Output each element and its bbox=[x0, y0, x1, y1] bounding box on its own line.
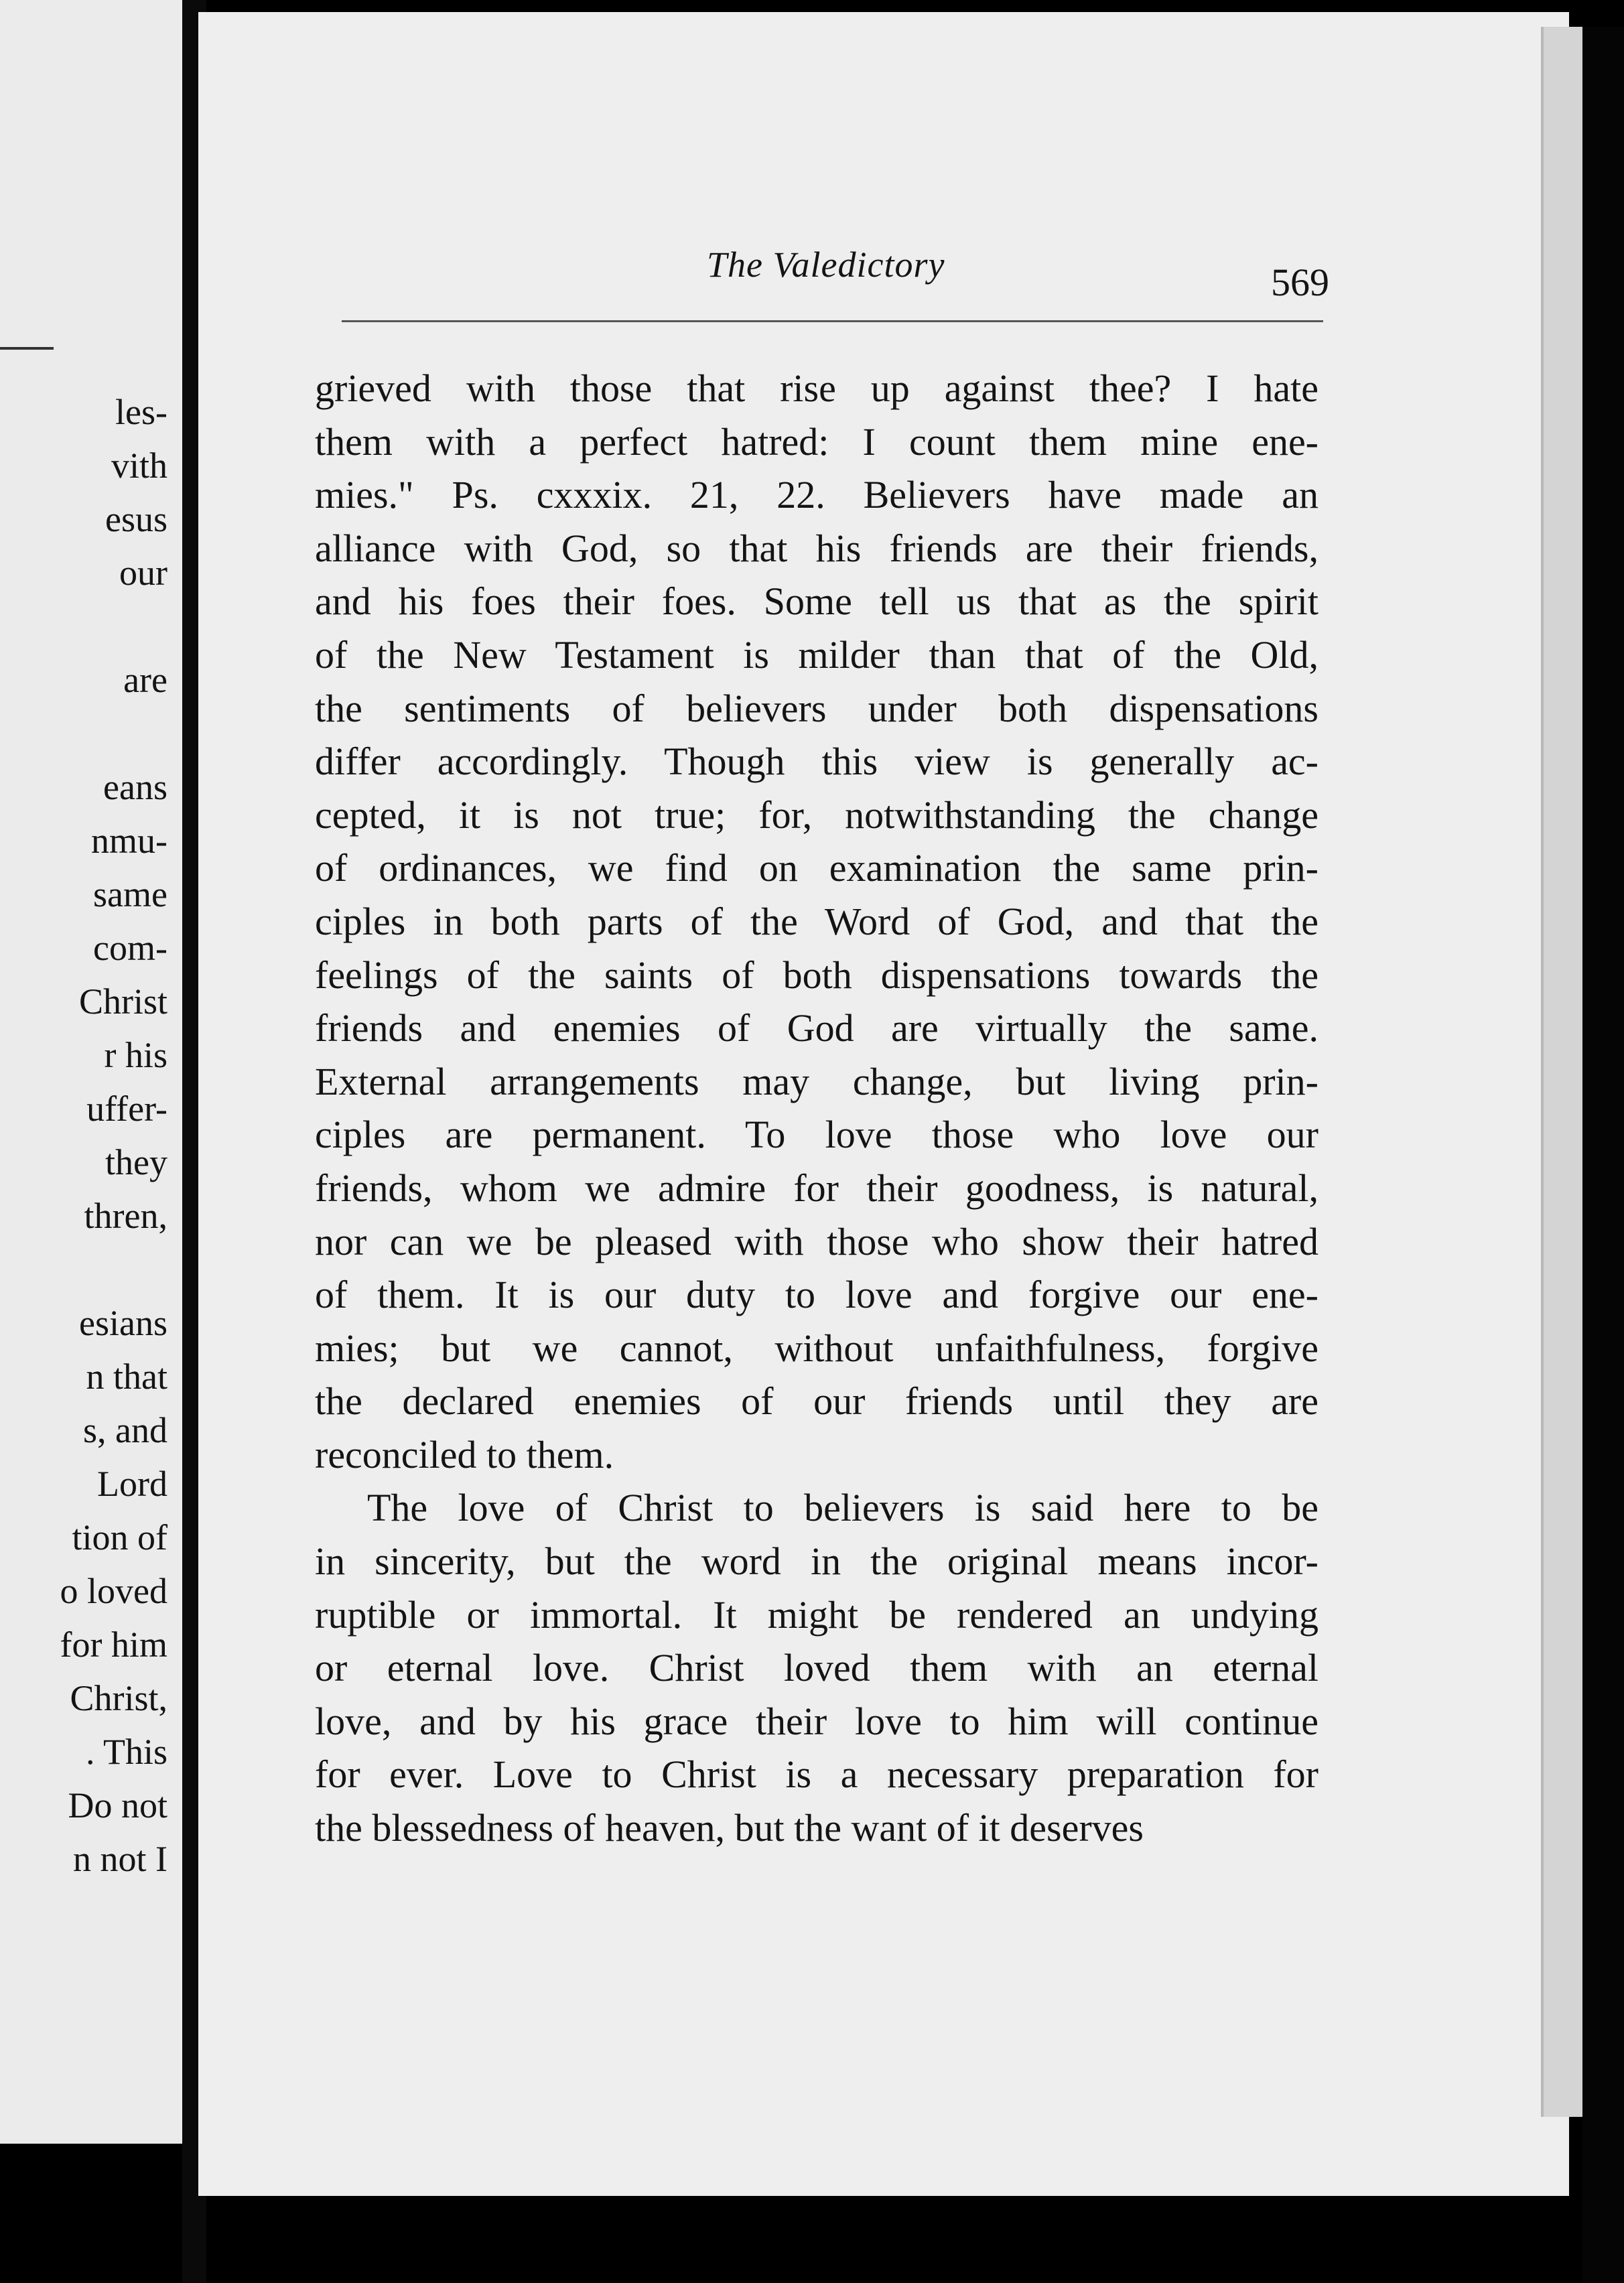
text-line: friends and enemies of God are virtually the same. bbox=[315, 1006, 1318, 1050]
facing-page-left bbox=[0, 0, 182, 2144]
text-line: ruptible or immortal. It might be rendered an undying bbox=[315, 1592, 1318, 1637]
text-line: the sentiments of believers under both dispensations bbox=[315, 686, 1318, 730]
text-line: of them. It is our duty to love and forgive our ene- bbox=[315, 1273, 1318, 1317]
page-number: 569 bbox=[1271, 261, 1329, 304]
paragraph bbox=[315, 362, 1318, 1481]
text-line: them with a perfect hatred: I count them mine ene- bbox=[315, 419, 1318, 464]
facing-page-fragment bbox=[60, 707, 167, 760]
text-line: mies." Ps. cxxxix. 21, 22. Believers have made an bbox=[315, 473, 1318, 517]
facing-page-fragment: . This bbox=[85, 1732, 167, 1772]
body-text bbox=[315, 362, 1318, 1855]
facing-page-fragment: for him bbox=[60, 1624, 167, 1665]
facing-page-fragment: tion of bbox=[72, 1517, 167, 1558]
facing-page-text-fragments bbox=[60, 385, 167, 1886]
text-line: the declared enemies of our friends until they are bbox=[315, 1379, 1318, 1424]
text-line: alliance with God, so that his friends are their friends, bbox=[315, 526, 1318, 570]
text-line: friends, whom we admire for their goodness, is natural, bbox=[315, 1166, 1318, 1210]
text-line: of the New Testament is milder than that of the Old, bbox=[315, 632, 1318, 677]
text-line: ciples in both parts of the Word of God, and that the bbox=[315, 899, 1318, 943]
text-line: differ accordingly. Though this view is generally ac- bbox=[315, 740, 1318, 784]
facing-page-fragment: com- bbox=[93, 928, 167, 968]
facing-page-fragment: les- bbox=[115, 392, 167, 432]
facing-page-fragment: vith bbox=[111, 445, 167, 486]
text-line: ciples are permanent. To love those who love our bbox=[315, 1113, 1318, 1157]
text-line: mies; but we cannot, without unfaithfulness, forgive bbox=[315, 1326, 1318, 1370]
facing-page-fragment: uffer- bbox=[86, 1089, 167, 1129]
facing-page-fragment: our bbox=[119, 553, 167, 593]
text-line: in sincerity, but the word in the original means incor- bbox=[315, 1539, 1318, 1584]
text-line: reconciled to them. bbox=[315, 1432, 614, 1476]
facing-page-fragment: thren, bbox=[84, 1196, 167, 1236]
facing-page-fragment: they bbox=[105, 1142, 167, 1182]
running-head: The Valedictory bbox=[707, 245, 945, 285]
text-line: and his foes their foes. Some tell us that as the spirit bbox=[315, 579, 1318, 624]
facing-page-fragment: Christ bbox=[78, 981, 167, 1022]
text-line: for ever. Love to Christ is a necessary preparation for bbox=[315, 1752, 1318, 1797]
text-line: The love of Christ to believers is said here to be bbox=[367, 1486, 1318, 1530]
facing-page-fragment: eans bbox=[103, 767, 167, 807]
facing-page-fragment: o loved bbox=[60, 1571, 167, 1611]
facing-page-fragment: s, and bbox=[83, 1410, 167, 1450]
facing-page-fragment: esus bbox=[105, 499, 167, 539]
facing-page-fragment bbox=[60, 1243, 167, 1296]
text-line: or eternal love. Christ loved them with an eternal bbox=[315, 1646, 1318, 1690]
text-line: of ordinances, we find on examination the same prin- bbox=[315, 846, 1318, 890]
text-line: the blessedness of heaven, but the want of it deserves bbox=[315, 1806, 1144, 1850]
facing-page-fragment: same bbox=[93, 874, 167, 914]
facing-page-fragment: Lord bbox=[97, 1464, 167, 1504]
text-line: grieved with those that rise up against thee? I hate bbox=[315, 366, 1318, 410]
facing-page-fragment: n that bbox=[86, 1357, 167, 1397]
facing-page-fragment: Christ, bbox=[70, 1678, 167, 1718]
facing-page-fragment: esians bbox=[79, 1303, 167, 1343]
facing-page-fragment: are bbox=[123, 660, 167, 700]
text-line: feelings of the saints of both dispensations towards the bbox=[315, 953, 1318, 997]
facing-page-fragment: Do not bbox=[68, 1785, 167, 1825]
facing-page-fragment: nmu- bbox=[91, 821, 167, 861]
page-edge-strip bbox=[1541, 27, 1582, 2117]
scan-border-right bbox=[1582, 27, 1624, 2283]
text-line: External arrangements may change, but living prin- bbox=[315, 1059, 1318, 1103]
text-line: nor can we be pleased with those who show their hatred bbox=[315, 1219, 1318, 1263]
facing-page-fragment: r his bbox=[104, 1035, 167, 1075]
header-rule bbox=[342, 320, 1323, 322]
text-line: love, and by his grace their love to him will continue bbox=[315, 1699, 1318, 1743]
facing-page-rule bbox=[0, 347, 54, 350]
facing-page-fragment: n not I bbox=[73, 1839, 167, 1879]
facing-page-fragment bbox=[60, 600, 167, 653]
paragraph bbox=[315, 1481, 1318, 1854]
text-line: cepted, it is not true; for, notwithstanding the change bbox=[315, 792, 1318, 837]
